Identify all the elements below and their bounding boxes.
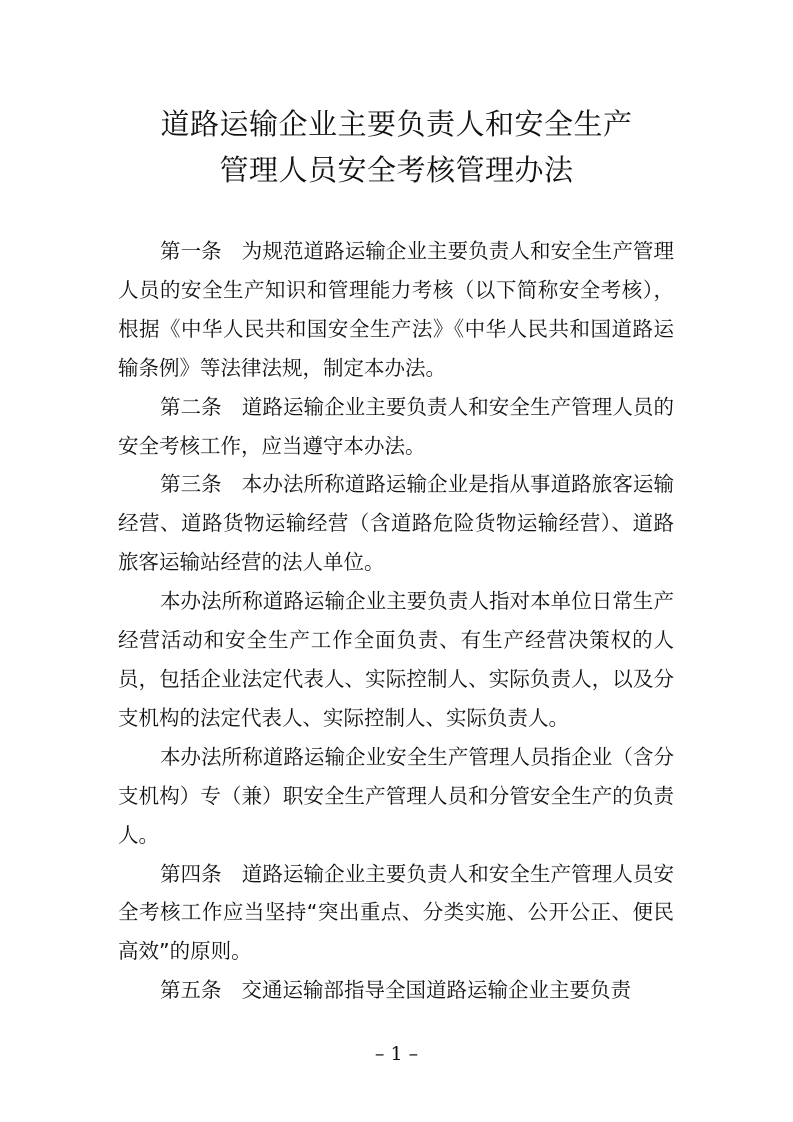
paragraph-article-3-main-responsible [118,582,674,738]
article-number: 第一条 [160,239,222,263]
paragraph-article-1 [118,232,674,388]
paragraph-article-4 [118,855,674,972]
document-body [118,232,674,1010]
paragraph-text: 本办法所称道路运输企业主要负责人指对本单位日常生产经营活动和安全生产工作全面负责、有生产经营决策权的人员，包括企业法定代表人、实际控制人、实际负责人，以及分支机构的法定代表人、实际控制人、实际负责人。 [118,589,674,730]
paragraph-text: 本办法所称道路运输企业安全生产管理人员指企业（含分支机构）专（兼）职安全生产管理人员和分管安全生产的负责人。 [118,744,674,847]
paragraph-article-3 [118,465,674,582]
paragraph-text: 道路运输企业主要负责人和安全生产管理人员的安全考核工作，应当遵守本办法。 [118,394,675,458]
paragraph-article-2 [118,388,674,466]
paragraph-text: 为规范道路运输企业主要负责人和安全生产管理人员的安全生产知识和管理能力考核（以下简称安全考核），根据《中华人民共和国安全生产法》《中华人民共和国道路运输条例》等法律法规，制定本办法。 [118,239,675,380]
paragraph-text: 交通运输部指导全国道路运输企业主要负责 [241,978,631,1003]
page-number: – 1 – [374,1043,419,1065]
paragraph-text: 本办法所称道路运输企业是指从事道路旅客运输经营、道路货物运输经营（含道路危险货物运输经营）、道路旅客运输站经营的法人单位。 [118,472,675,575]
document-title-line-1: 道路运输企业主要负责人和安全生产 [160,107,633,141]
paragraph-text: 道路运输企业主要负责人和安全生产管理人员安全考核工作应当坚持“突出重点、分类实施、公开公正、便民高效”的原则。 [118,861,675,964]
article-number: 第五条 [160,978,222,1003]
article-number: 第三条 [160,472,222,497]
paragraph-article-5 [118,971,674,1010]
article-number: 第二条 [160,394,222,419]
document-title-line-2: 管理人员安全考核管理办法 [219,153,574,187]
paragraph-article-3-safety-managers [118,738,674,855]
article-number: 第四条 [160,861,222,886]
